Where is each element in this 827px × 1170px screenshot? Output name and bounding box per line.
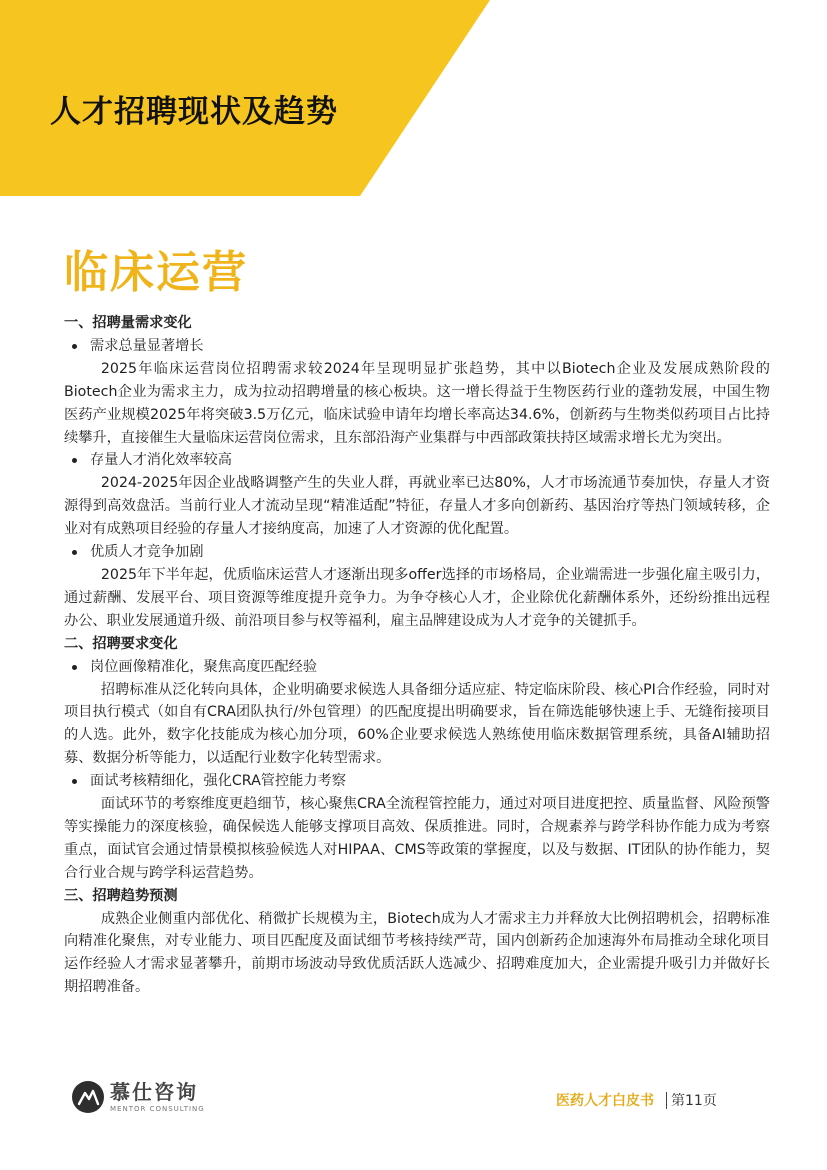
bullet-title: 存量人才消化效率较高 [64, 449, 770, 472]
paragraph: 面试环节的考察维度更趋细节，核心聚焦CRA全流程管控能力，通过对项目进度把控、质量监督、风险预警等实操能力的深度核验，确保候选人能够支撑项目高效、保质推进。同时，合规素养与跨学科协作能力成为考察重点，面试官会通过情景模拟核验候选人对HIPAA、CMS等政策的掌握度，以及与数据、IT团队的协作能力，契合行业合规与跨学科运营趋势。 [64, 796, 770, 881]
footer-divider [666, 1092, 667, 1109]
section-title: 临床运营 [64, 247, 248, 298]
paragraph: 2024-2025年因企业战略调整产生的失业人群，再就业率已达80%，人才市场流通节奏加快，存量人才资源得到高效盘活。当前行业人才流动呈现“精准适配”特征，存量人才多向创新药、基因治疗等热门领域转移，企业对有成熟项目经验的存量人才接纳度高，加速了人才资源的优化配置。 [64, 475, 770, 538]
bullet-title: 岗位画像精准化，聚焦高度匹配经验 [64, 656, 770, 679]
paragraph: 招聘标准从泛化转向具体，企业明确要求候选人具备细分适应症、特定临床阶段、核心PI合作经验，同时对项目执行模式（如自有CRA团队执行/外包管理）的匹配度提出明确要求，旨在筛选能够快速上手、无缝衔接项目的人选。此外，数字化技能成为核心加分项，60%企业要求候选人熟练使用临床数据管理系统，具备AI辅助招募、数据分析等能力，以适配行业数字化转型需求。 [64, 681, 770, 767]
bullet-title: 面试考核精细化，强化CRA管控能力考察 [64, 770, 770, 793]
logo-name-en: MENTOR CONSULTING [110, 1105, 205, 1113]
company-logo [72, 1080, 205, 1114]
page-footer [556, 1090, 717, 1110]
section-heading: 二、招聘要求变化 [64, 635, 178, 652]
banner-title: 人才招聘现状及趋势 [50, 94, 338, 130]
paragraph: 成熟企业侧重内部优化、稍微扩长规模为主，Biotech成为人才需求主力并释放大比例招聘机会，招聘标准向精准化聚焦，对专业能力、项目匹配度及面试细节考核持续严苛，国内创新药企加速海外布局推动全球化项目运作经验人才需求显著攀升，前期市场波动导致优质活跃人选减少、招聘难度加大，企业需提升吸引力并做好长期招聘准备。 [64, 910, 770, 996]
paragraph: 2025年临床运营岗位招聘需求较2024年呈现明显扩张趋势，其中以Biotech企业及发展成熟阶段的Biotech企业为需求主力，成为拉动招聘增量的核心板块。这一增长得益于生物医药行业的蓬勃发展，中国生物医药产业规模2025年将突破3.5万亿元，临床试验申请年均增长率高达34.6%，创新药与生物类似药项目占比持续攀升，直接催生大量临床运营岗位需求，且东部沿海产业集群与中西部政策扶持区域需求增长尤为突出。 [64, 360, 770, 446]
section-heading: 一、招聘量需求变化 [64, 315, 192, 331]
logo-icon [72, 1081, 104, 1113]
logo-name-cn: 慕仕咨询 [110, 1080, 198, 1104]
article-body [64, 312, 770, 999]
section-heading: 三、招聘趋势预测 [64, 887, 178, 904]
bullet-title: 优质人才竞争加剧 [64, 541, 770, 564]
bullet-title: 需求总量显著增长 [64, 335, 770, 358]
page-number: 第11页 [671, 1093, 717, 1109]
book-title: 医药人才白皮书 [556, 1093, 654, 1109]
paragraph: 2025年下半年起，优质临床运营人才逐渐出现多offer选择的市场格局，企业端需进一步强化雇主吸引力，通过薪酬、发展平台、项目资源等维度提升竞争力。为争夺核心人才，企业除优化薪酬体系外，还纷纷推出远程办公、职业发展通道升级、前沿项目参与权等福利，雇主品牌建设成为人才竞争的关键抓手。 [64, 566, 770, 629]
header-banner [0, 0, 827, 200]
